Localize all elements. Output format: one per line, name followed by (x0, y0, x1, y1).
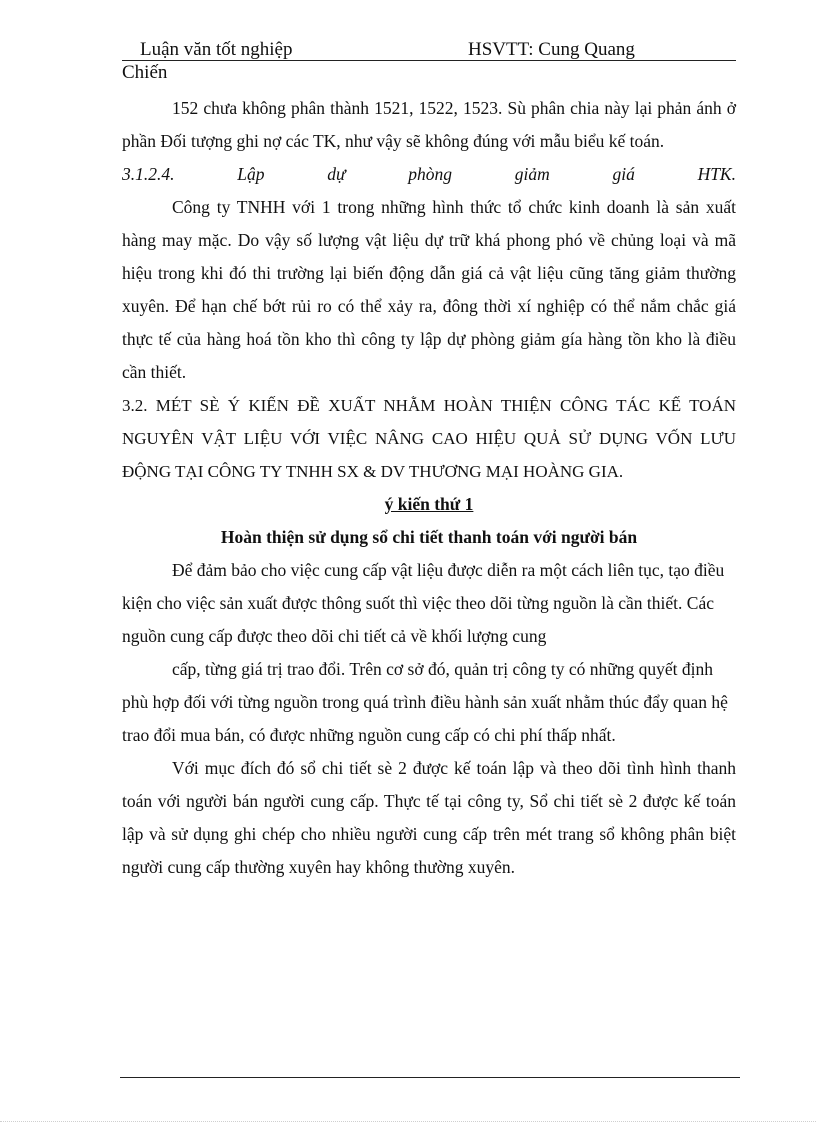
header-continuation: Chiến (122, 62, 168, 83)
section-part: Lập (237, 164, 265, 184)
opinion-label: ý kiến thứ 1 (384, 494, 474, 514)
paragraph-3b: cấp, từng giá trị trao đổi. Trên cơ sở đó, quản trị công ty có những quyết định phù hợp đối với từng nguồn trong quá trình điều hành sản xuất nhằm thúc đẩy quan hệ trao đổi mua bán, có được những nguồn cung cấp có chi phí thấp nhất. (122, 659, 728, 745)
section-part: giá (612, 164, 635, 184)
paragraph-3a: Để đảm bảo cho việc cung cấp vật liệu được diễn ra một cách liên tục, tạo điều kiện cho việc sản xuất được thông suốt thì việc theo dõi từng nguồn là cần thiết. Các nguồn cung cấp được theo dõi chi tiết cả về khối lượng cung (122, 560, 725, 646)
section-heading-3-2: 3.2. MÉT SÈ Ý KIẾN ĐỀ XUẤT NHẰM HOÀN THIỆN CÔNG TÁC KẾ TOÁN NGUYÊN VẬT LIỆU VỚI VIỆC NÂNG CAO HIỆU QUẢ SỬ DỤNG VỐN LƯU ĐỘNG TẠI CÔNG TY TNHH SX & DV THƯƠNG MẠI HOÀNG GIA. (122, 396, 736, 481)
section-part: dự (327, 164, 346, 184)
page-header (122, 38, 736, 61)
paragraph-2: Công ty TNHH với 1 trong những hình thức tổ chức kinh doanh là sản xuất hàng may mặc. Do vậy số lượng vật liệu dự trữ khá phong phó về chủng loại và mã hiệu trong khi đó thi trường lại biến động dẫn giá cả vật liệu cũng tăng giảm thường xuyên. Để hạn chế bớt rủi ro có thể xảy ra, đông thời xí nghiệp có thể nắm chắc giá thực tế của hàng hoá tồn kho thì công ty lập dự phòng giảm gía hàng tồn kho là điều cần thiết. (122, 197, 736, 382)
header-left: Luận văn tốt nghiệp (140, 39, 293, 60)
section-part: 3.1.2.4. (122, 164, 175, 184)
footer-rule (120, 1077, 740, 1078)
opinion-title: Hoàn thiện sử dụng sổ chi tiết thanh toán với người bán (220, 527, 638, 547)
document-body (122, 92, 736, 884)
section-part: HTK. (697, 164, 736, 184)
page-edge (0, 1121, 816, 1122)
section-part: phòng (408, 164, 452, 184)
section-part: giảm (514, 164, 550, 184)
section-heading-3-1-2-4 (122, 158, 736, 191)
header-right: HSVTT: Cung Quang (468, 39, 635, 60)
paragraph-1: 152 chưa không phân thành 1521, 1522, 1523. Sù phân chia này lại phản ánh ở phần Đối tượng ghi nợ các TK, như vậy sẽ không đúng với mẫu biểu kế toán. (122, 98, 736, 151)
paragraph-4: Với mục đích đó sổ chi tiết sè 2 được kế toán lập và theo dõi tình hình thanh toán với người bán người cung cấp. Thực tế tại công ty, Sổ chi tiết sè 2 được kế toán lập và sử dụng ghi chép cho nhiều người cung cấp trên mét trang sổ không phân biệt người cung cấp thường xuyên hay không thường xuyên. (122, 758, 736, 877)
